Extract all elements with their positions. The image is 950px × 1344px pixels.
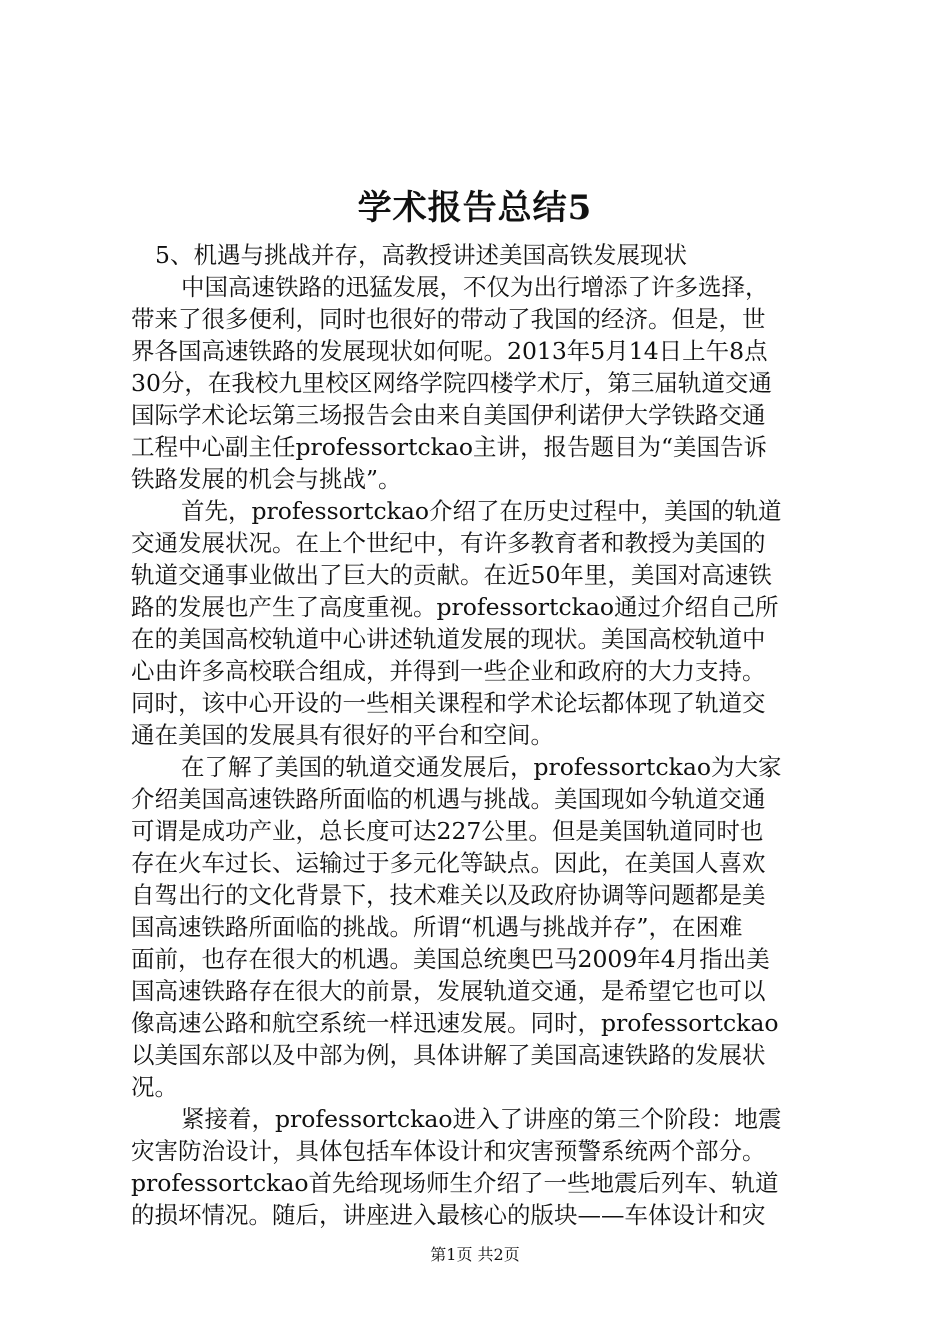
paragraph-line: 介绍美国高速铁路所面临的机遇与挑战。美国现如今轨道交通 — [131, 785, 766, 813]
paragraph-line: 同时，该中心开设的一些相关课程和学术论坛都体现了轨道交 — [131, 689, 766, 717]
paragraph-line: 工程中心副主任professortckao主讲，报告题目为“美国告诉 — [131, 433, 768, 461]
paragraph-line: 面前，也存在很大的机遇。美国总统奥巴马2009年4月指出美 — [131, 945, 770, 973]
paragraph-line: 国际学术论坛第三场报告会由来自美国伊利诺伊大学铁路交通 — [131, 401, 766, 429]
paragraph-line: 灾害防治设计，具体包括车体设计和灾害预警系统两个部分。 — [131, 1137, 766, 1165]
paragraph-line: 中国高速铁路的迅猛发展，不仅为出行增添了许多选择， — [181, 273, 769, 301]
paragraph-line: 界各国高速铁路的发展现状如何呢。2013年5月14日上午8点 — [131, 337, 768, 365]
paragraph-line: 紧接着，professortckao进入了讲座的第三个阶段：地震 — [181, 1105, 782, 1133]
paragraph-line: professortckao首先给现场师生介绍了一些地震后列车、轨道 — [131, 1169, 779, 1197]
paragraph-line: 在的美国高校轨道中心讲述轨道发展的现状。美国高校轨道中 — [131, 625, 766, 653]
paragraph-line: 带来了很多便利，同时也很好的带动了我国的经济。但是，世 — [131, 305, 766, 333]
paragraph-line: 轨道交通事业做出了巨大的贡献。在近50年里，美国对高速铁 — [131, 561, 772, 589]
paragraph-line: 心由许多高校联合组成，并得到一些企业和政府的大力支持。 — [131, 657, 766, 685]
paragraph-line: 国高速铁路存在很大的前景，发展轨道交通，是希望它也可以 — [131, 977, 766, 1005]
paragraph-line: 交通发展状况。在上个世纪中，有许多教育者和教授为美国的 — [131, 529, 766, 557]
paragraph-line: 自驾出行的文化背景下，技术难关以及政府协调等问题都是美 — [131, 881, 766, 909]
paragraph-line: 30分，在我校九里校区网络学院四楼学术厅，第三届轨道交通 — [131, 369, 772, 397]
section-heading: 5、机遇与挑战并存，高教授讲述美国高铁发展现状 — [155, 241, 687, 269]
paragraph-line: 在了解了美国的轨道交通发展后，professortckao为大家 — [181, 753, 782, 781]
page-number-footer: 第1页 共2页 — [430, 1245, 520, 1264]
paragraph-line: 以美国东部以及中部为例，具体讲解了美国高速铁路的发展状 — [131, 1041, 766, 1069]
paragraph-line: 的损坏情况。随后，讲座进入最核心的版块——车体设计和灾 — [131, 1201, 766, 1229]
paragraph-line: 存在火车过长、运输过于多元化等缺点。因此，在美国人喜欢 — [131, 849, 766, 877]
paragraph-line: 像高速公路和航空系统一样迅速发展。同时，professortckao — [131, 1009, 779, 1037]
paragraph-line: 通在美国的发展具有很好的平台和空间。 — [131, 721, 554, 749]
paragraph-line: 可谓是成功产业，总长度可达227公里。但是美国轨道同时也 — [131, 817, 764, 845]
paragraph-line: 况。 — [131, 1073, 178, 1101]
paragraph-line: 路的发展也产生了高度重视。professortckao通过介绍自己所 — [131, 593, 779, 621]
document-title: 学术报告总结5 — [357, 188, 593, 228]
paragraph-line: 国高速铁路所面临的挑战。所谓“机遇与挑战并存”，在困难 — [131, 913, 743, 941]
paragraph-line: 铁路发展的机会与挑战”。 — [131, 465, 402, 493]
paragraph-line: 首先，professortckao介绍了在历史过程中，美国的轨道 — [181, 497, 782, 525]
